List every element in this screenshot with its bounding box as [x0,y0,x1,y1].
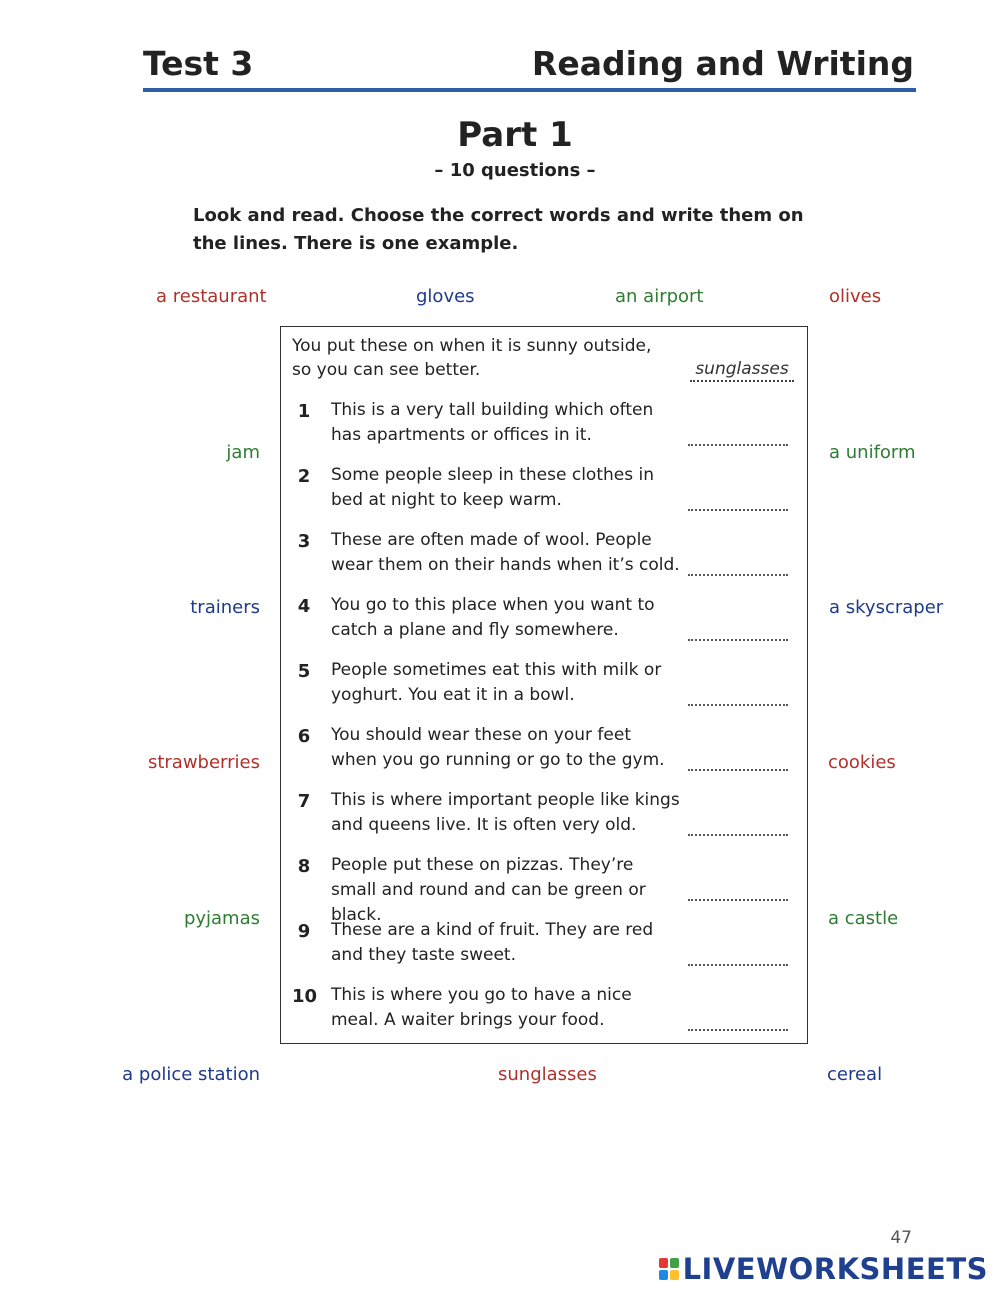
answer-line[interactable] [688,440,788,446]
word-police-station: a police station [122,1064,260,1085]
question-number: 7 [297,791,311,812]
word-strawberries: strawberries [147,752,260,773]
question-text: People sometimes eat this with milk or yoghurt. You eat it in a bowl. [331,660,662,705]
question-text: This is where you go to have a nice meal. A waiter brings your food. [331,985,632,1030]
question-number: 8 [297,856,311,877]
question-number: 9 [297,921,311,942]
question-text: These are often made of wool. People wear them on their hands when it’s cold. [331,530,680,575]
question-number: 3 [297,531,311,552]
word-pyjamas: pyjamas [183,908,260,929]
word-uniform: a uniform [829,442,916,463]
word-gloves: gloves [416,286,475,307]
question-text: This is a very tall building which often has apartments or offices in it. [331,400,654,445]
question-text: People put these on pizzas. They’re small and round and can be green or black. [331,855,646,925]
word-trainers: trainers [190,597,260,618]
word-airport: an airport [615,286,704,307]
answer-line[interactable] [688,895,788,901]
question-text: This is where important people like kings and queens live. It is often very old. [331,790,680,835]
answer-line[interactable] [688,830,788,836]
example-question: You put these on when it is sunny outside, so you can see better. [292,336,652,380]
word-sunglasses: sunglasses [498,1064,597,1085]
word-cookies: cookies [828,752,896,773]
answer-line[interactable] [688,960,788,966]
header-divider [143,88,916,92]
part-title: Part 1 [457,115,573,155]
logo-text: LIVEWORKSHEETS [682,1252,988,1286]
question-text: You go to this place when you want to catch a plane and fly somewhere. [331,595,655,640]
answer-line[interactable] [688,570,788,576]
part-subtitle: – 10 questions – [434,160,596,181]
liveworksheets-logo[interactable] [659,1252,988,1286]
instructions: Look and read. Choose the correct words and write them on the lines. There is one example. [193,205,804,254]
question-number: 6 [297,726,311,747]
page-number: 47 [890,1228,912,1248]
question-number: 1 [297,401,311,422]
word-restaurant: a restaurant [156,286,267,307]
answer-line[interactable] [688,700,788,706]
logo-grid-icon [659,1258,679,1280]
question-number: 2 [297,466,311,487]
question-number: 4 [297,596,311,617]
example-answer: sunglasses [690,358,794,382]
word-cereal: cereal [827,1064,883,1085]
answer-line[interactable] [688,505,788,511]
word-jam: jam [226,442,260,463]
test-label: Test 3 [143,44,254,83]
question-text: Some people sleep in these clothes in bed at night to keep warm. [331,465,654,510]
question-number: 10 [292,986,318,1007]
question-text: You should wear these on your feet when you go running or go to the gym. [331,725,665,770]
question-number: 5 [297,661,311,682]
word-castle: a castle [828,908,899,929]
answer-line[interactable] [688,1025,788,1031]
word-skyscraper: a skyscraper [829,597,944,618]
word-olives: olives [829,286,882,307]
answer-line[interactable] [688,765,788,771]
question-text: These are a kind of fruit. They are red and they taste sweet. [331,920,654,965]
answer-line[interactable] [688,635,788,641]
section-title: Reading and Writing [531,44,914,83]
